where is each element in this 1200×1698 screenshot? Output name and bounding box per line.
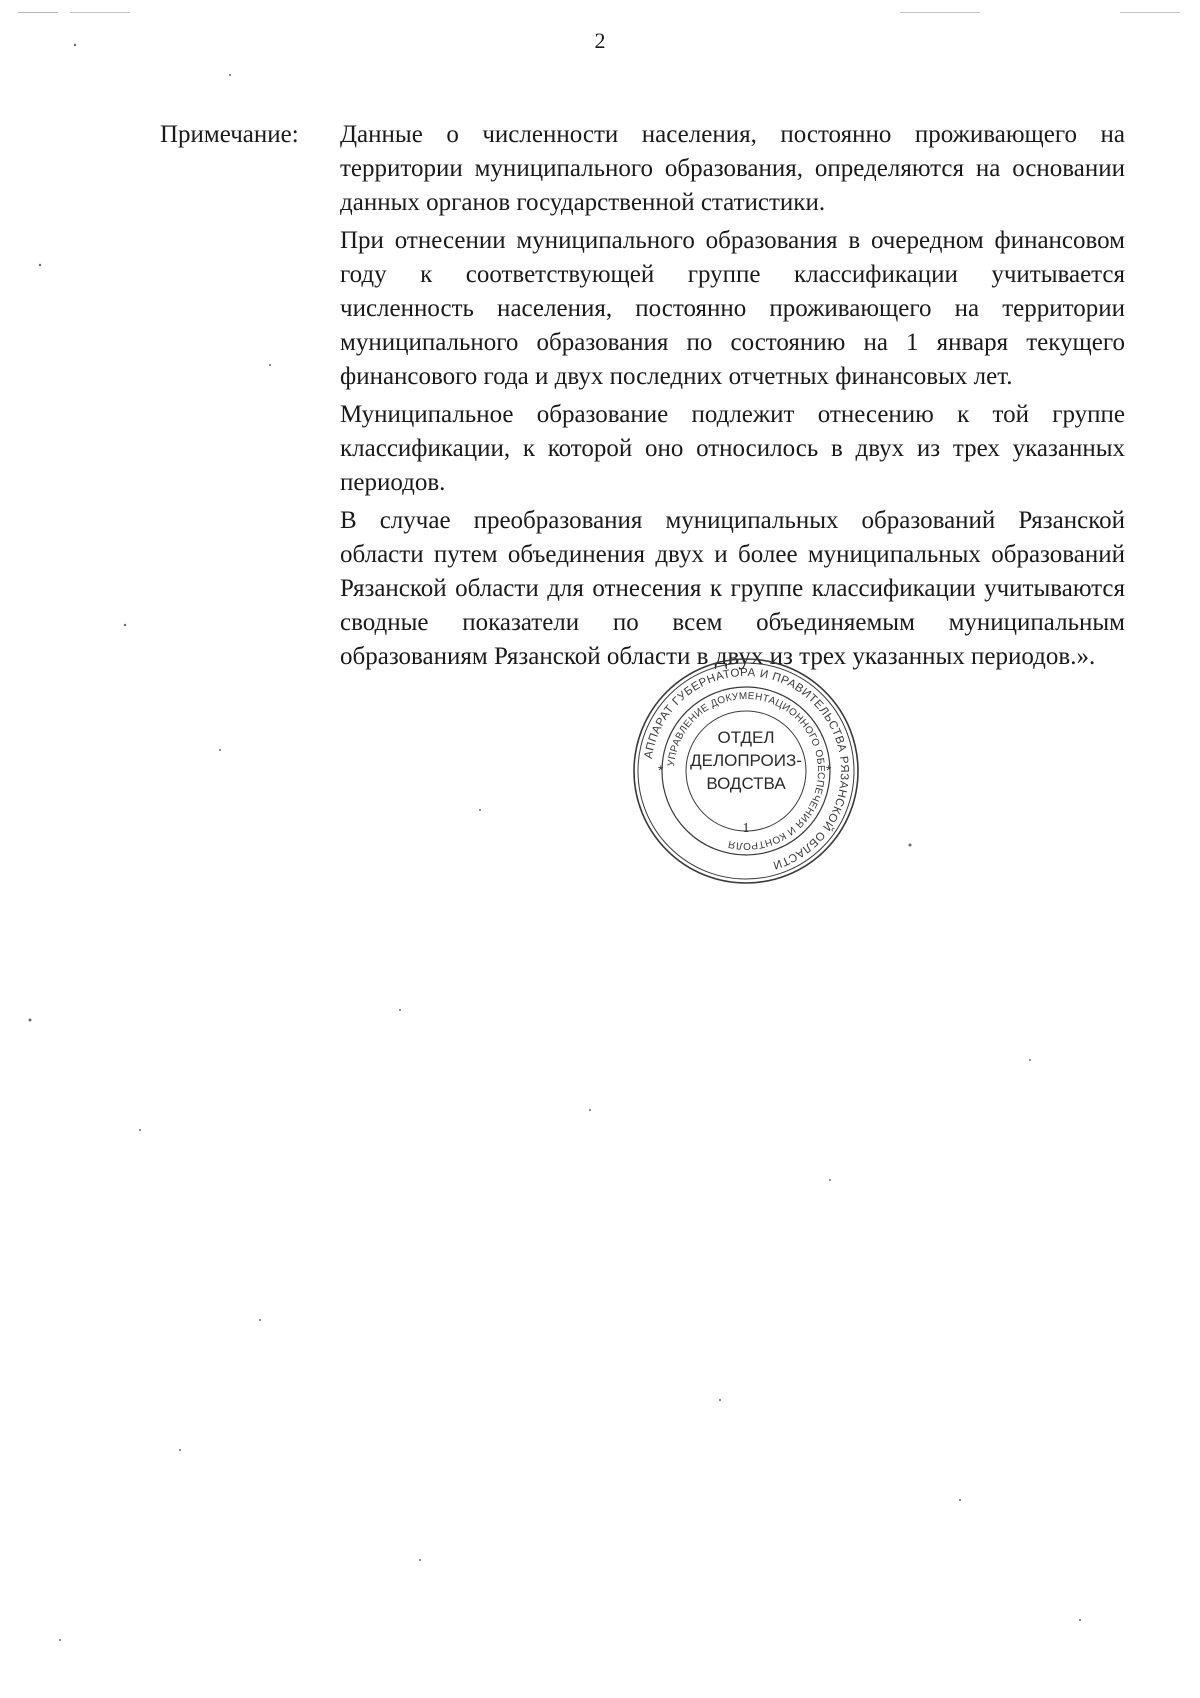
note-paragraph-3: Муниципальное образование подлежит отнесению к той группе классификации, к которой оно относилось в двух из трех указанных периодов. [340,401,1125,496]
note-paragraph-2: При отнесении муниципального образования в очередном финансовом году к соответствующей группе классификации учитывается численность населения, постоянно проживающего на территории муниципального образования по состоянию на 1 января текущего финансового года и двух последних отчетных финансовых лет. [340,227,1125,390]
seal-outer-text: АППАРАТ ГУБЕРНАТОРА И ПРАВИТЕЛЬСТВА РЯЗАНСКОЙ ОБЛАСТИ [642,666,851,871]
note-paragraph-1: Данные о численности населения, постоянно проживающего на территории муниципального образования, определяются на основании данных органов государственной статистики. [340,121,1125,216]
page-number: 2 [594,28,606,53]
note-label: Примечание: [160,121,299,148]
svg-text:*: * [658,762,664,778]
seal-inner-text: УПРАВЛЕНИЕ ДОКУМЕНТАЦИОННОГО ОБЕСПЕЧЕНИЯ И КОНТРОЛЯ [666,690,827,852]
svg-text:*: * [826,762,832,778]
seal-number: 1 [742,821,750,836]
note-paragraph-4: В случае преобразования муниципальных образований Рязанской области путем объединения двух и более муниципальных образований Рязанской области для отнесения к группе классификации учитываются сводные показатели по всем объединяемым муниципальным образованиям Рязанской области в двух из трех указанных периодов.». [340,507,1125,670]
seal-center-text [631,726,861,795]
seal-center-line-3: ВОДСТВА [706,774,786,793]
seal-center-line-2: ДЕЛОПРОИЗ- [690,751,802,770]
seal-center-line-1: ОТДЕЛ [717,728,775,747]
note-body [340,118,1125,678]
office-seal-stamp [631,656,861,886]
